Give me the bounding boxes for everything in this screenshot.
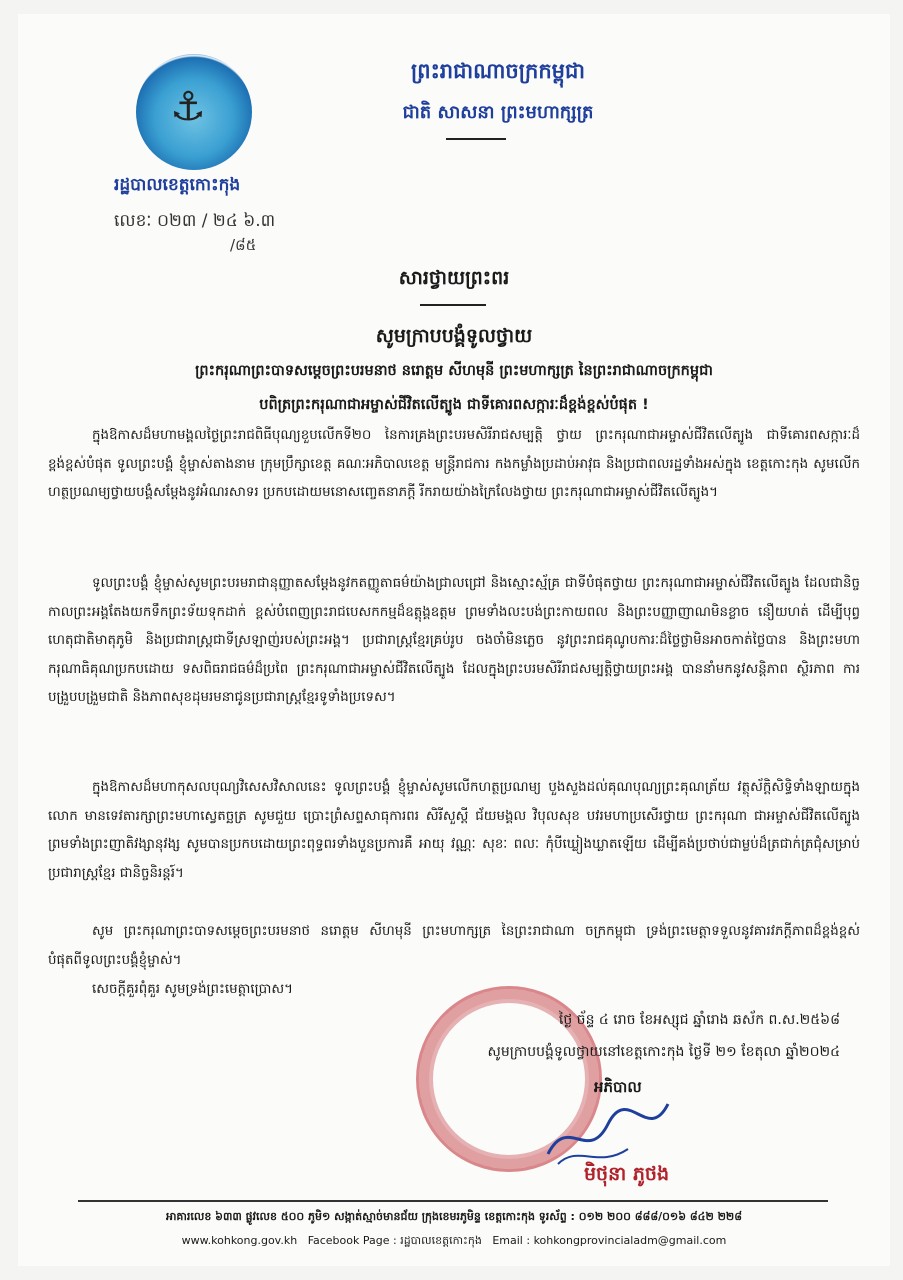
office-name: រដ្ឋបាលខេត្តកោះកុង	[114, 175, 241, 195]
kingdom-heading: ព្រះរាជាណាចក្រកម្ពុជា	[410, 59, 585, 83]
letter-page	[18, 14, 890, 1266]
addressee-line-2: បពិត្រព្រះករុណាជាអម្ចាស់ជីវិតលើត្បូង ជាទីគោរពសក្ការៈដ៏ខ្ពង់ខ្ពស់បំផុត !	[259, 397, 649, 413]
greeting: សូមក្រាបបង្គំទូលថ្វាយ	[375, 325, 533, 347]
footer-divider	[78, 1200, 828, 1202]
facebook-page[interactable]: រដ្ឋបាលខេត្តកោះកុង	[400, 1234, 482, 1247]
title-divider	[420, 304, 486, 306]
email-address[interactable]: kohkongprovincialadm@gmail.com	[533, 1234, 727, 1247]
body-paragraph-4: សូម ព្រះករុណាព្រះបាទសម្តេចព្រះបរមនាថ នរោត្តម សីហមុនី ព្រះមហាក្សត្រ នៃព្រះរាជាណា ចក្រកម្ពុជា ទ្រង់ព្រះមេត្តាទទួលនូវគារវភក្តីភាពដ៏ខ្ពង់ខ្ពស់បំផុតពីទូលព្រះបង្គំខ្ញុំម្ចាស់។	[48, 924, 860, 968]
body-closing: សេចក្ដីគួរពុំគួរ សូមទ្រង់ព្រះមេត្តាប្រោស។	[92, 982, 293, 997]
body-paragraph-3: ក្នុងឱកាសដ៏មហាកុសលបុណ្យវិសេសវិសាលនេះ ទូលព្រះបង្គំ ខ្ញុំម្ចាស់សូមលើកហត្ថប្រណម្យ បួងសួងដល់គុណបុណ្យព្រះគុណត្រ័យ វត្ថុស័ក្តិសិទ្ធិទាំងឡាយក្នុងលោក មានទេវតារក្សាព្រះមហាស្វេតច្ឆត្រ សូមជួយ ប្រោះព្រំសព្ទសាធុការពរ សិរីសួស្តី ជ័យមង្គល វិបុលសុខ បវរមហាប្រសើរថ្វាយ ព្រះករុណា ជាអម្ចាស់ជីវិតលើត្បូង ព្រមទាំងព្រះញាតិវង្សានុវង្ស សូមបានប្រកបដោយព្រះពុទ្ធពរទាំងបួនប្រការគឺ អាយុ វណ្ណៈ សុខៈ ពលៈ កុំបីឃ្លៀងឃ្លាតឡើយ ដើម្បីគង់ប្រថាប់ជាម្លប់ដ៏ត្រជាក់ត្រជុំសម្រាប់ប្រជារាស្ត្រខ្មែរ ជានិច្ចនិរន្តរ៍។	[48, 780, 860, 881]
document-type: សារថ្វាយព្រះពរ	[398, 267, 510, 289]
national-motto: ជាតិ សាសនា ព្រះមហាក្សត្រ	[402, 102, 594, 123]
addressee-line: ព្រះករុណាព្រះបាទសម្តេចព្រះបរមនាថ នរោត្តម សីហមុនី ព្រះមហាក្សត្រ នៃព្រះរាជាណាចក្រកម្ពុជា	[195, 363, 713, 379]
signatory-name: មិថុនា ភូថង	[584, 1163, 670, 1185]
facebook-label: Facebook Page :	[307, 1234, 397, 1247]
province-seal-logo	[136, 54, 252, 170]
reference-number: លេខៈ ០២៣ / ២៤ ៦.៣	[114, 211, 276, 231]
motto-divider	[446, 138, 506, 140]
place-and-date: សូមក្រាបបង្គំទូលថ្វាយនៅខេត្តកោះកុង ថ្ងៃទី ២១ ខែតុលា ឆ្នាំ២០២៤	[487, 1044, 840, 1060]
email-label: Email :	[492, 1234, 531, 1247]
body-paragraph-1: ក្នុងឱកាសដ៏មហាមង្គលថ្ងៃព្រះរាជពិធីបុណ្យខួបលើកទី២០ នៃការគ្រងព្រះបរមសិរីរាជសម្បត្តិ ថ្វាយ ព្រះករុណាជាអម្ចាស់ជីវិតលើត្បូង ជាទីគោរពសក្ការៈដ៏ខ្ពង់ខ្ពស់បំផុត ទូលព្រះបង្គំ ខ្ញុំម្ចាស់តាងនាម ក្រុមប្រឹក្សាខេត្ត គណៈអភិបាលខេត្ត មន្ត្រីរាជការ កងកម្លាំងប្រដាប់អាវុធ និងប្រជាពលរដ្ឋទាំងអស់ក្នុង ខេត្តកោះកុង សូមលើកហត្ថប្រណម្យថ្វាយបង្គំសម្តែងនូវអំណរសាទរ ប្រកបដោយមនោសញ្ចេតនាភក្ដី រីករាយយ៉ាងក្រៃលែងថ្វាយ ព្រះករុណាជាអម្ចាស់ជីវិតលើត្បូង។	[48, 428, 860, 501]
footer-address: អាគារលេខ ៦៣៣ ផ្លូវលេខ ៥០០ ភូមិ១ សង្កាត់ស្មាច់មានជ័យ ក្រុងខេមរភូមិន្ទ ខេត្តកោះកុង ទូរស័ព្ទ : ០១២ ២០០ ៨៨៨/០១៦ ៨៤២ ២២៨	[165, 1210, 743, 1223]
lunar-date: ថ្ងៃ ច័ន្ទ ៤ រោច ខែអស្សុជ ឆ្នាំរោង ឆស័ក ព.ស.២៥៦៨	[558, 1012, 840, 1028]
reference-extra: /៨៥	[230, 236, 257, 254]
footer-contacts	[58, 1234, 850, 1250]
website-link[interactable]: www.kohkong.gov.kh	[181, 1234, 298, 1247]
anchor-icon: ⚓	[170, 84, 206, 130]
signatory-title: អភិបាល	[594, 1078, 642, 1096]
body-paragraph-2: ទូលព្រះបង្គំ ខ្ញុំម្ចាស់សូមព្រះបរមរាជានុញ្ញាតសម្តែងនូវកតញ្ញូតាធម៌យ៉ាងជ្រាលជ្រៅ និងស្មោះស្ម័គ្រ ជាទីបំផុតថ្វាយ ព្រះករុណាជាអម្ចាស់ជីវិតលើត្បូង ដែលជានិច្ចកាលព្រះអង្គតែងយកទឹកព្រះទ័យទុកដាក់ ខ្ពស់បំពេញព្រះរាជបេសកកម្មដ៏ឧត្តុង្គឧត្តម ព្រមទាំងលះបង់ព្រះកាយពល និងព្រះបញ្ញាញាណមិនខ្លាច នឿយហត់ ដើម្បីបុព្វហេតុជាតិមាតុភូមិ និងប្រជារាស្ត្រជាទីស្រឡាញ់របស់ព្រះអង្គ។ ប្រជារាស្ត្រខ្មែរគ្រប់រូប ចងចាំមិនភ្លេច នូវព្រះរាជគុណូបការៈដ៏ថ្លៃថ្លាមិនអាចកាត់ថ្លៃបាន និងព្រះមហាករុណាធិគុណប្រកបដោយ ទសពិធរាជធម៌ដ៏ប្រពៃ ព្រះករុណាជាអម្ចាស់ជីវិតលើត្បូង ដែលក្នុងព្រះបរមសិរីរាជសម្បត្តិថ្វាយព្រះអង្គ បាននាំមកនូវសន្តិភាព ស្ថិរភាព ការបង្រួបបង្រួមជាតិ និងភាពសុខដុមរមនាជូនប្រជារាស្ត្រខ្មែរទូទាំងប្រទេស។	[48, 576, 860, 706]
